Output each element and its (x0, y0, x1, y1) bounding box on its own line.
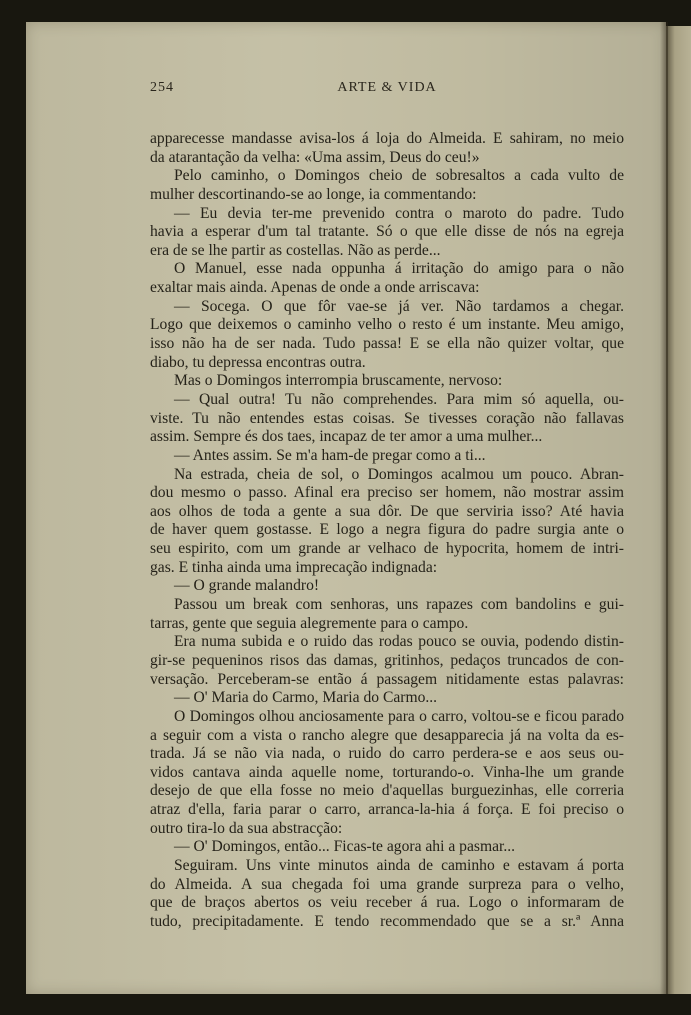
page-number: 254 (150, 80, 174, 95)
text-line: atraz d'ella, faria parar o carro, arranca-la-hia á força. E foi preciso o (150, 801, 624, 819)
text-line: Passou um break com senhoras, uns rapazes com bandolins e gui- (174, 596, 624, 614)
text-line: era de se lhe partir as costellas. Não as perde... (150, 241, 441, 259)
text-line: havia a esperar d'um tal tratante. Só o que elle disse de nós na egreja (150, 223, 624, 241)
text-line: — O' Domingos, então... Ficas-te agora ahi a pasmar... (174, 838, 516, 856)
text-line: Seguiram. Uns vinte minutos ainda de caminho e estavam á porta (174, 856, 624, 874)
adjacent-page-edge (666, 26, 691, 994)
text-line: exaltar mais ainda. Apenas de onde a onde arriscava: (150, 279, 480, 297)
text-line: Na estrada, cheia de sol, o Domingos acalmou um pouco. Abran- (174, 465, 624, 483)
text-line: Era numa subida e o ruido das rodas pouco se ouvia, podendo distin- (174, 633, 624, 651)
text-line: diabo, tu depressa encontras outra. (150, 353, 366, 371)
text-line: vidos cantava ainda aquelle nome, torturando-o. Vinha-lhe um grande (150, 763, 624, 781)
body-text (150, 130, 624, 932)
text-line: — O' Maria do Carmo, Maria do Carmo... (174, 689, 438, 707)
text-line: de haver quem gostasse. E logo a negra figura do padre surgia ante o (150, 521, 624, 539)
text-line: versação. Perceberam-se então á passagem nitidamente estas palavras: (150, 670, 624, 688)
text-line: assim. Sempre és dos taes, incapaz de ter amor a uma mulher... (150, 428, 543, 446)
text-line: seu espirito, com um grande ar velhaco de hypocrita, homem de intri- (150, 540, 624, 558)
page-gutter-shadow (660, 22, 668, 994)
text-line: — Socega. O que fôr vae-se já ver. Não tardamos a chegar. (174, 297, 624, 315)
text-line: O Manuel, esse nada oppunha á irritação do amigo para o não (174, 260, 624, 278)
text-line: isso não ha de ser nada. Tudo passa! E se ella não quizer voltar, que (150, 335, 624, 353)
text-line: do Almeida. A sua chegada foi uma grande surpreza para o velho, (150, 875, 624, 893)
text-line: desejo de que ella fosse no meio d'aquellas burguezinhas, elle correria (150, 782, 624, 800)
text-line: a seguir com a vista o rancho alegre que desapparecia já na volta da es- (150, 726, 624, 744)
text-line: trada. Já se não via nada, o ruido do carro perdera-se e aos seus ou- (150, 745, 624, 763)
text-line: tarras, gente que seguia alegremente para o campo. (150, 614, 469, 632)
text-line: outro tira-lo da sua abstracção: (150, 819, 343, 837)
text-line: que de braços abertos os veiu receber á rua. Logo o informaram de (150, 894, 624, 912)
text-line: O Domingos olhou anciosamente para o carro, voltou-se e ficou parado (174, 707, 624, 725)
text-line: — Qual outra! Tu não comprehendes. Para mim só aquella, ou- (174, 390, 624, 408)
text-line: mulher descortinando-se ao longe, ia commentando: (150, 185, 477, 203)
text-line: Logo que deixemos o caminho velho o resto é um instante. Meu amigo, (150, 316, 624, 334)
text-line: da atarantação da velha: «Uma assim, Deus do ceu!» (150, 148, 480, 166)
text-line: aos olhos de toda a gente a sua dôr. De que serviria isso? Até havia (150, 502, 624, 520)
text-line: gas. E tinha ainda uma imprecação indignada: (150, 558, 438, 576)
text-line: viste. Tu não entendes estas coisas. Se tivesses coração não fallavas (150, 409, 624, 427)
text-line: — Antes assim. Se m'a ham-de pregar como a ti... (174, 446, 486, 464)
text-line: — Eu devia ter-me prevenido contra o maroto do padre. Tudo (174, 204, 624, 222)
text-line: gir-se pequeninos risos das damas, gritinhos, pedaços truncados de con- (150, 651, 624, 669)
text-line: Pelo caminho, o Domingos cheio de sobresaltos a cada vulto de (174, 167, 624, 185)
text-line: dou mesmo o passo. Afinal era preciso ser homem, não mostrar assim (150, 484, 624, 502)
text-line: Mas o Domingos interrompia bruscamente, nervoso: (174, 372, 503, 390)
text-line: — O grande malandro! (174, 577, 320, 595)
text-line: tudo, precipitadamente. E tendo recommendado que se a sr.ª Anna (150, 912, 624, 930)
text-line: apparecesse mandasse avisa-los á loja do Almeida. E sahiram, no meio (150, 130, 624, 147)
running-title: ARTE & VIDA (337, 80, 437, 95)
running-header (150, 80, 624, 100)
